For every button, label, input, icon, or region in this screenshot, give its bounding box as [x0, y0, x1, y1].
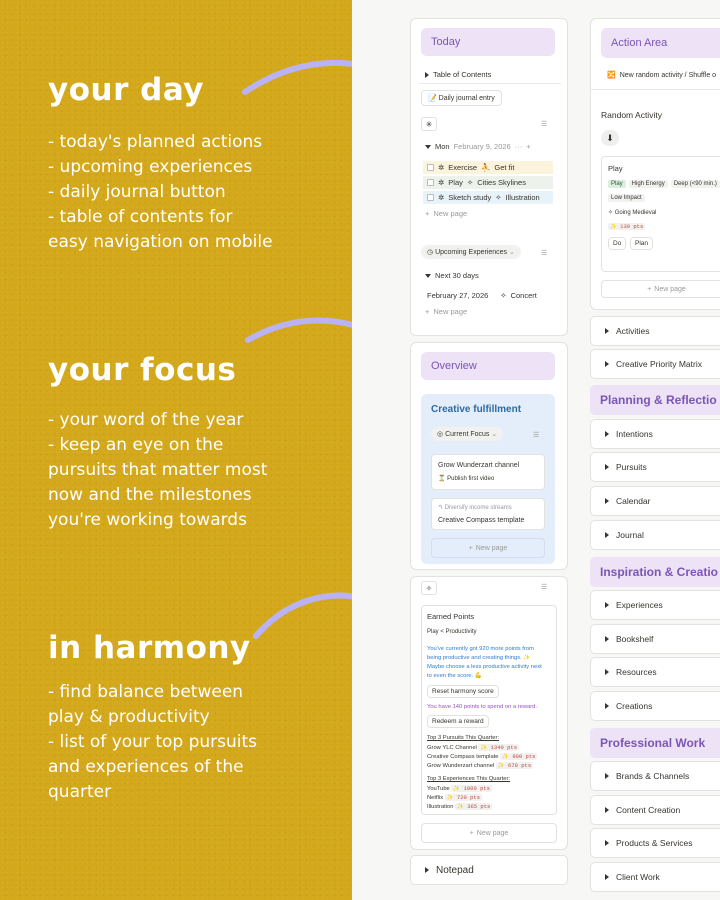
pursuit-row: Creative Compass template ✨ 900 pts — [427, 753, 536, 760]
settings-icon[interactable]: ☰ — [541, 250, 548, 257]
random-activity-card[interactable] — [601, 156, 720, 272]
redeem-reward-button[interactable]: Redeem a reward — [427, 715, 489, 728]
link-label: Journal — [616, 530, 644, 540]
settings-icon[interactable]: ☰ — [533, 432, 540, 439]
promo-item: quarter — [48, 782, 112, 802]
toggle-icon — [605, 636, 609, 642]
today-title: Today — [431, 36, 461, 48]
shuffle-button[interactable] — [607, 71, 716, 79]
link-label: Products & Services — [616, 838, 693, 848]
reset-harmony-button[interactable]: Reset harmony score — [427, 685, 499, 698]
toggle-down-icon — [425, 274, 431, 278]
content-creation-link[interactable] — [590, 795, 720, 825]
promo-item: you're working towards — [48, 510, 247, 530]
link-label: Brands & Channels — [616, 771, 690, 781]
activity-tags — [608, 194, 645, 202]
harmony-message: to even the score. 💪 — [427, 673, 482, 679]
new-page-button[interactable]: + New page — [421, 823, 557, 843]
day-label: Mon — [435, 142, 450, 151]
promo-item: - keep an eye on the — [48, 435, 224, 455]
resources-link[interactable] — [590, 657, 720, 687]
upcoming-experiences-tab[interactable] — [421, 245, 521, 259]
harmony-message: being productive and creating things. ✨ — [427, 655, 531, 661]
focus-card[interactable] — [431, 498, 545, 530]
do-button[interactable]: Do — [608, 237, 626, 250]
runner-icon: ⛹ — [481, 163, 491, 172]
promo-list-focus — [48, 408, 348, 533]
client-work-link[interactable] — [590, 862, 720, 892]
toggle-icon — [605, 498, 609, 504]
toggle-down-icon — [425, 145, 431, 149]
toggle-icon — [605, 464, 609, 470]
plus-icon[interactable]: + — [526, 142, 531, 151]
hourglass-icon: ⏳ — [438, 476, 446, 482]
day-group[interactable] — [425, 142, 531, 151]
link-label: Experiences — [616, 600, 663, 610]
link-label: Calendar — [616, 496, 651, 506]
link-label: Pursuits — [616, 462, 647, 472]
harmony-message: Maybe choose a less productive activity next — [427, 664, 542, 670]
sparkle-icon: ✲ — [438, 178, 445, 187]
toggle-icon — [605, 431, 609, 437]
promo-item: easy navigation on mobile — [48, 232, 273, 252]
new-page-label: New page — [433, 209, 468, 218]
new-page-button[interactable]: + New page — [425, 209, 468, 218]
harmony-card — [410, 576, 568, 850]
pursuits-title: Top 3 Pursuits This Quarter: — [427, 735, 500, 741]
promo-item: - today's planned actions — [48, 132, 263, 152]
toggle-icon — [605, 874, 609, 880]
next-group-label: Next 30 days — [435, 271, 479, 280]
sun-icon[interactable]: ✳ — [421, 117, 437, 131]
link-label: Content Creation — [616, 805, 681, 815]
event-name: Concert — [510, 291, 537, 300]
harmony-message: You've currently got 920 more points from — [427, 646, 534, 652]
today-header — [421, 28, 555, 56]
new-page-button[interactable]: + New page — [431, 538, 545, 558]
points-row: ✨ 130 pts — [610, 223, 644, 230]
experiences-title: Top 3 Experiences This Quarter: — [427, 776, 511, 782]
new-page-button[interactable]: + New page — [425, 307, 468, 316]
spend-text: You have 140 points to spend on a reward. — [427, 704, 538, 710]
relation-arrow-icon: ↰ — [438, 505, 444, 511]
toggle-icon — [605, 773, 609, 779]
earned-points-panel — [421, 605, 557, 815]
current-focus-label: Current Focus — [445, 431, 490, 438]
overview-card — [410, 342, 568, 570]
task-label: Exercise — [448, 163, 478, 172]
medieval-row: ✧ Going Medieval — [608, 210, 657, 216]
brands-channels-link[interactable] — [590, 761, 720, 791]
focus-card-title: Grow Wunderzart channel — [438, 462, 520, 469]
plan-button[interactable]: Plan — [630, 237, 653, 250]
link-label: Activities — [616, 326, 650, 336]
pursuit-row: Grow Wunderzart channel ✨ 670 pts — [427, 762, 532, 769]
promo-item: play & productivity — [48, 707, 210, 727]
notepad-toggle[interactable] — [410, 855, 568, 885]
earned-points-heading: Earned Points — [427, 612, 475, 621]
experience-row: YouTube ✨ 1000 pts — [427, 785, 490, 792]
toggle-icon — [605, 807, 609, 813]
sparkle-icon: ✧ — [500, 291, 507, 300]
calendar-link[interactable] — [590, 486, 720, 516]
inspiration-creation-header — [590, 557, 720, 587]
focus-title: Creative fulfillment — [431, 404, 522, 415]
divider — [591, 89, 720, 90]
task-label: Sketch study — [448, 193, 492, 202]
task-tag: Get fit — [494, 163, 515, 172]
notepad-label: Notepad — [436, 864, 474, 876]
task-row[interactable] — [423, 161, 553, 174]
sparkle-icon: ✧ — [466, 178, 474, 187]
random-activity-label: Random Activity — [601, 110, 662, 120]
task-tag: Illustration — [505, 193, 540, 202]
promo-item: and experiences of the — [48, 757, 244, 777]
focus-card-parent: ↰ Diversify income streams — [438, 505, 512, 511]
creations-link[interactable] — [590, 691, 720, 721]
promo-item: - list of your top pursuits — [48, 732, 258, 752]
tag-impact: Low Impact — [608, 194, 645, 202]
toggle-icon — [605, 669, 609, 675]
sparkle-icon: ✧ — [608, 210, 614, 216]
event-row[interactable] — [427, 291, 537, 300]
action-area-title: Action Area — [611, 37, 668, 49]
shuffle-label: New random activity / Shuffle o — [619, 71, 717, 79]
overview-header — [421, 352, 555, 380]
event-date: February 27, 2026 — [427, 291, 489, 300]
experience-row: Illustration ✨ 365 pts — [427, 803, 491, 810]
checkbox[interactable] — [427, 194, 434, 201]
professional-work-header — [590, 728, 720, 758]
arrow-down-icon[interactable]: ⬇ — [601, 130, 619, 146]
link-label: Client Work — [616, 872, 660, 882]
promo-item: - upcoming experiences — [48, 157, 253, 177]
toggle-icon — [425, 867, 429, 873]
planning-reflection-header — [590, 385, 720, 415]
priority-matrix-link[interactable] — [590, 349, 720, 379]
promo-title-focus: your focus — [48, 352, 237, 388]
tag-energy: High Energy — [629, 180, 668, 188]
activity-tags — [608, 180, 720, 188]
chevron-down-icon: ⌄ — [491, 431, 498, 438]
toggle-icon — [605, 840, 609, 846]
promo-list-harmony — [48, 680, 348, 805]
promo-panel — [0, 0, 352, 900]
task-row[interactable] — [423, 191, 553, 204]
promo-list-day — [48, 130, 348, 255]
products-services-link[interactable] — [590, 828, 720, 858]
focus-card[interactable] — [431, 454, 545, 490]
sparkles-icon[interactable]: ✧ — [421, 581, 437, 595]
sparkle-icon: ✲ — [438, 193, 445, 202]
new-page-label: New page — [433, 307, 468, 316]
toc-label: Table of Contents — [433, 70, 492, 79]
toggle-icon — [605, 328, 609, 334]
section-title: Planning & Reflectio — [600, 393, 717, 407]
overview-title: Overview — [431, 360, 477, 372]
focus-panel — [421, 394, 555, 564]
promo-item: - daily journal button — [48, 182, 226, 202]
clock-icon: ◷ — [427, 249, 434, 256]
sparkle-icon: ✲ — [438, 163, 445, 172]
promo-item: - find balance between — [48, 682, 244, 702]
chevron-down-icon: ⌄ — [509, 249, 515, 256]
notion-dashboard — [352, 0, 720, 900]
link-label: Intentions — [616, 429, 653, 439]
intentions-link[interactable] — [590, 419, 720, 449]
target-icon: ◎ — [437, 431, 444, 438]
section-title: Inspiration & Creatio — [600, 565, 719, 579]
task-label: Play — [448, 178, 463, 187]
task-row[interactable] — [423, 176, 553, 189]
experience-row: Netflix ✨ 720 pts — [427, 794, 480, 801]
upcoming-tab-label: Upcoming Experiences — [435, 249, 508, 256]
promo-item: - table of contents for — [48, 207, 233, 227]
link-label: Creations — [616, 701, 653, 711]
tag-play: Play — [608, 180, 626, 188]
sparkle-icon: ✧ — [495, 193, 502, 202]
section-title: Professional Work — [600, 736, 706, 750]
daily-journal-label: Daily journal entry — [438, 95, 495, 102]
new-page-label: New page — [476, 829, 509, 837]
checkbox[interactable] — [427, 179, 434, 186]
toggle-icon — [605, 703, 609, 709]
harmony-breadcrumb: Play < Productivity — [427, 629, 477, 635]
promo-item: - your word of the year — [48, 410, 244, 430]
bookshelf-link[interactable] — [590, 624, 720, 654]
toggle-icon — [605, 361, 609, 367]
activity-title: Play — [608, 164, 623, 173]
toggle-icon — [425, 72, 429, 78]
pursuits-link[interactable] — [590, 452, 720, 482]
promo-item: pursuits that matter most — [48, 460, 268, 480]
toc-toggle[interactable] — [425, 70, 491, 79]
current-focus-tab[interactable] — [431, 427, 503, 441]
toggle-icon — [605, 532, 609, 538]
activities-link[interactable] — [590, 316, 720, 346]
link-label: Resources — [616, 667, 657, 677]
pursuit-row: Grow YLC Channel ✨ 1340 pts — [427, 744, 518, 751]
promo-item: now and the milestones — [48, 485, 252, 505]
tag-duration: Deep (<90 min.) — [671, 180, 720, 188]
task-tag: Cities Skylines — [477, 178, 526, 187]
settings-icon[interactable]: ☰ — [541, 121, 548, 128]
more-icon[interactable]: ··· — [514, 142, 523, 151]
shuffle-icon: 🔀 — [607, 72, 616, 79]
new-page-label: New page — [654, 285, 686, 293]
daily-journal-button[interactable] — [421, 90, 502, 106]
checkbox[interactable] — [427, 164, 434, 171]
pencil-icon: 📝 — [428, 95, 437, 102]
link-label: Bookshelf — [616, 634, 654, 644]
new-page-button[interactable]: + New page — [601, 280, 720, 298]
experiences-link[interactable] — [590, 590, 720, 620]
toggle-icon — [605, 602, 609, 608]
journal-link[interactable] — [590, 520, 720, 550]
today-card — [410, 18, 568, 336]
promo-title-harmony: in harmony — [48, 630, 251, 666]
action-area-header — [601, 28, 720, 58]
divider — [419, 83, 561, 84]
focus-card-title: Creative Compass template — [438, 517, 525, 524]
link-label: Creative Priority Matrix — [616, 359, 702, 369]
promo-title-day: your day — [48, 72, 205, 108]
day-date: February 9, 2026 — [453, 142, 511, 151]
action-area-card — [590, 18, 720, 310]
settings-icon[interactable]: ☰ — [541, 584, 548, 591]
next-30-days-group[interactable] — [425, 271, 479, 280]
focus-card-sub: ⏳ Publish first video — [438, 476, 495, 482]
new-page-label: New page — [475, 544, 508, 552]
